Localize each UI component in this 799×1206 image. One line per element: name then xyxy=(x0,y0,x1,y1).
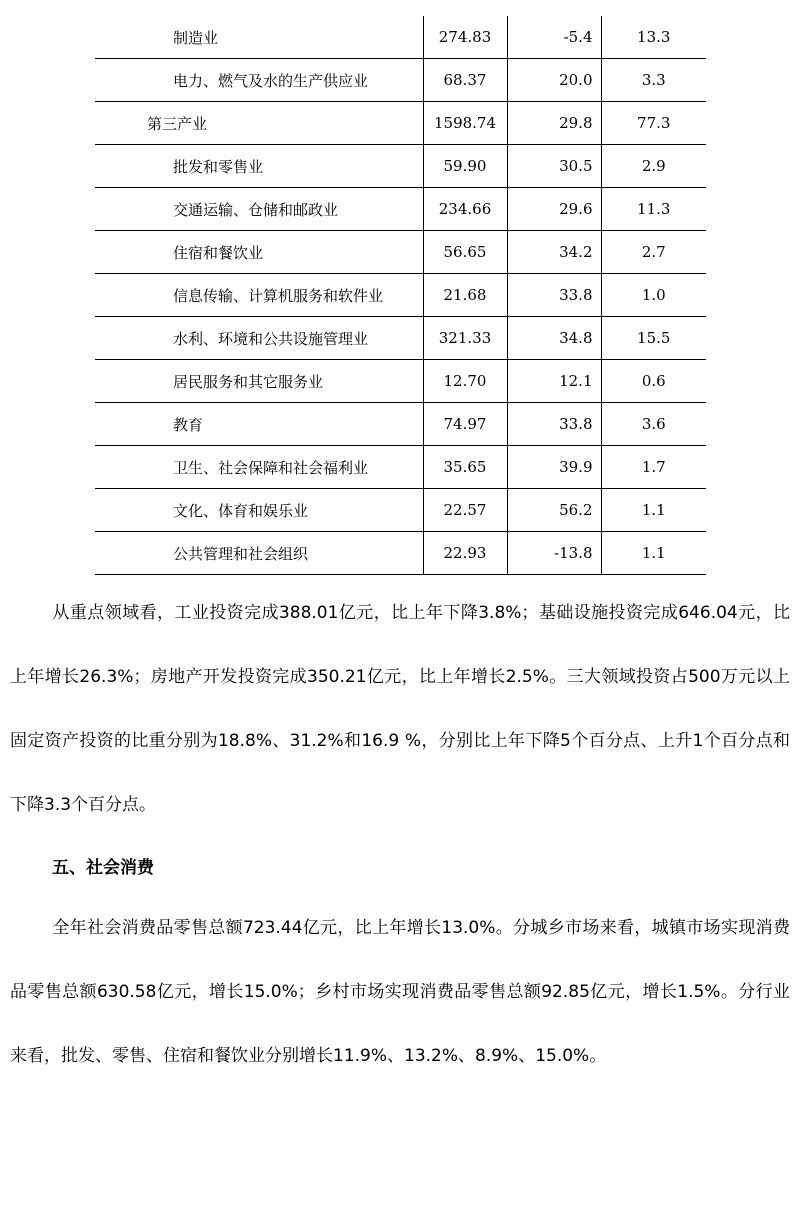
share-cell: 0.6 xyxy=(601,360,706,403)
paragraph-consumption xyxy=(10,896,790,1088)
share-cell: 1.0 xyxy=(601,274,706,317)
industry-name-cell: 交通运输、仓储和邮政业 xyxy=(95,188,423,231)
investment-amount-cell: 274.83 xyxy=(423,16,507,59)
share-cell: 3.6 xyxy=(601,403,706,446)
growth-rate-cell: 12.1 xyxy=(507,360,601,403)
growth-rate-cell: 33.8 xyxy=(507,274,601,317)
growth-rate-cell: 34.8 xyxy=(507,317,601,360)
investment-amount-cell: 12.70 xyxy=(423,360,507,403)
investment-amount-cell: 22.93 xyxy=(423,532,507,575)
growth-rate-cell: 34.2 xyxy=(507,231,601,274)
growth-rate-cell: 20.0 xyxy=(507,59,601,102)
investment-amount-cell: 74.97 xyxy=(423,403,507,446)
investment-table-container xyxy=(95,16,706,575)
table-row xyxy=(95,446,706,489)
share-cell: 3.3 xyxy=(601,59,706,102)
table-row xyxy=(95,532,706,575)
table-row xyxy=(95,102,706,145)
section-heading: 五、社会消费 xyxy=(52,858,154,878)
investment-amount-cell: 22.57 xyxy=(423,489,507,532)
paragraph-key-areas-text: 从重点领域看，工业投资完成388.01亿元，比上年下降3.8%；基础设施投资完成646.04元，比上年增长26.3%；房地产开发投资完成350.21亿元，比上年增长2.5%。三大领域投资占500万元以上固定资产投资的比重分别为18.8%、31.2%和16.9 %，分别比上年下降5个百分点、上升1个百分点和下降3.3个百分点。 xyxy=(10,603,790,815)
investment-amount-cell: 56.65 xyxy=(423,231,507,274)
industry-name-cell: 信息传输、计算机服务和软件业 xyxy=(95,274,423,317)
share-cell: 2.9 xyxy=(601,145,706,188)
share-cell: 1.1 xyxy=(601,532,706,575)
industry-name-cell: 卫生、社会保障和社会福利业 xyxy=(95,446,423,489)
investment-amount-cell: 35.65 xyxy=(423,446,507,489)
industry-name-cell: 电力、燃气及水的生产供应业 xyxy=(95,59,423,102)
table-row xyxy=(95,274,706,317)
industry-name-cell: 水利、环境和公共设施管理业 xyxy=(95,317,423,360)
share-cell: 1.7 xyxy=(601,446,706,489)
table-row xyxy=(95,145,706,188)
table-row xyxy=(95,59,706,102)
table-row xyxy=(95,489,706,532)
table-row xyxy=(95,317,706,360)
investment-amount-cell: 234.66 xyxy=(423,188,507,231)
paragraph-key-areas xyxy=(10,581,790,837)
share-cell: 1.1 xyxy=(601,489,706,532)
table-row xyxy=(95,188,706,231)
share-cell: 77.3 xyxy=(601,102,706,145)
industry-name-cell: 批发和零售业 xyxy=(95,145,423,188)
growth-rate-cell: 29.8 xyxy=(507,102,601,145)
table-row xyxy=(95,231,706,274)
share-cell: 11.3 xyxy=(601,188,706,231)
industry-name-cell: 教育 xyxy=(95,403,423,446)
industry-name-cell: 制造业 xyxy=(95,16,423,59)
industry-name-cell: 文化、体育和娱乐业 xyxy=(95,489,423,532)
share-cell: 13.3 xyxy=(601,16,706,59)
industry-name-cell: 公共管理和社会组织 xyxy=(95,532,423,575)
growth-rate-cell: -13.8 xyxy=(507,532,601,575)
paragraph-consumption-text: 全年社会消费品零售总额723.44亿元，比上年增长13.0%。分城乡市场来看，城镇市场实现消费品零售总额630.58亿元，增长15.0%；乡村市场实现消费品零售总额92.85亿元，增长1.5%。分行业来看，批发、零售、住宿和餐饮业分别增长11.9%、13.2%、8.9%、15.0%。 xyxy=(10,918,790,1066)
growth-rate-cell: 56.2 xyxy=(507,489,601,532)
industry-name-cell: 住宿和餐饮业 xyxy=(95,231,423,274)
growth-rate-cell: 29.6 xyxy=(507,188,601,231)
investment-amount-cell: 321.33 xyxy=(423,317,507,360)
growth-rate-cell: 30.5 xyxy=(507,145,601,188)
share-cell: 15.5 xyxy=(601,317,706,360)
table-row xyxy=(95,16,706,59)
growth-rate-cell: -5.4 xyxy=(507,16,601,59)
growth-rate-cell: 33.8 xyxy=(507,403,601,446)
growth-rate-cell: 39.9 xyxy=(507,446,601,489)
share-cell: 2.7 xyxy=(601,231,706,274)
investment-amount-cell: 68.37 xyxy=(423,59,507,102)
investment-amount-cell: 21.68 xyxy=(423,274,507,317)
table-row xyxy=(95,360,706,403)
industry-name-cell: 第三产业 xyxy=(95,102,423,145)
investment-amount-cell: 59.90 xyxy=(423,145,507,188)
investment-amount-cell: 1598.74 xyxy=(423,102,507,145)
industry-name-cell: 居民服务和其它服务业 xyxy=(95,360,423,403)
table-body xyxy=(95,16,706,575)
investment-by-industry-table xyxy=(95,16,706,575)
table-row xyxy=(95,403,706,446)
